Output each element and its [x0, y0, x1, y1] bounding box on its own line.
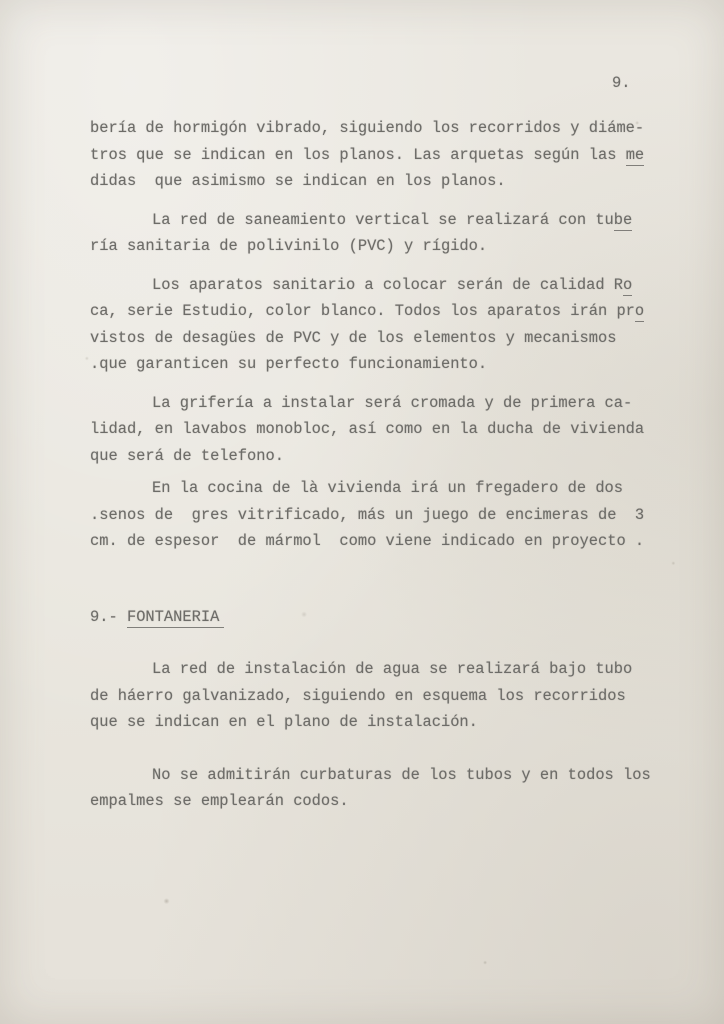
text-line	[90, 709, 666, 736]
paragraph	[90, 475, 666, 555]
text-segment: ca, serie Estudio, color blanco. Todos los aparatos irán pr	[90, 302, 635, 320]
underlined-text: o	[623, 275, 633, 294]
underlined-text: FONTANERIA	[127, 608, 224, 628]
text-segment: que será de telefono.	[90, 446, 284, 465]
document-body	[90, 115, 666, 827]
underlined-text: me	[625, 145, 645, 164]
text-line	[90, 502, 666, 529]
text-line	[90, 528, 666, 555]
text-line	[90, 416, 666, 443]
text-line	[90, 298, 666, 325]
text-segment: La grifería a instalar será cromada y de primera ca-	[152, 393, 633, 412]
text-segment: 9.-	[90, 607, 127, 626]
text-line	[90, 656, 666, 683]
paragraph	[90, 272, 666, 378]
text-line	[90, 115, 666, 142]
text-segment: lidad, en lavabos monobloc, así como en la ducha de vivienda	[90, 420, 645, 438]
text-line	[90, 788, 666, 815]
text-line	[90, 762, 666, 789]
text-line	[90, 443, 666, 470]
text-segment: .que garanticen su perfecto funcionamiento.	[90, 355, 488, 373]
paragraph	[90, 115, 666, 195]
paragraph	[90, 390, 666, 470]
text-segment: bería de hormigón vibrado, siguiendo los recorridos y diáme-	[90, 119, 645, 137]
section-heading-line	[90, 604, 666, 631]
text-segment: que se indican en el plano de instalación.	[90, 713, 478, 731]
paragraph	[90, 762, 666, 815]
text-line	[90, 142, 666, 169]
text-segment: Los aparatos sanitario a colocar serán de calidad R	[152, 275, 624, 294]
text-segment: didas que asimismo se indican en los planos.	[90, 172, 506, 190]
text-segment: empalmes se emplearán codos.	[90, 792, 349, 810]
text-segment: La red de saneamiento vertical se realizará con tu	[152, 210, 614, 229]
text-segment: .senos de gres vitrificado, más un juego de encimeras de 3	[90, 505, 645, 524]
underlined-text: o	[634, 302, 645, 320]
text-segment: tros que se indican en los planos. Las arquetas según las	[90, 145, 626, 164]
text-segment: La red de instalación de agua se realizará bajo tubo	[152, 660, 633, 678]
text-segment: No se admitirán curbaturas de los tubos y en todos los	[152, 765, 651, 784]
text-segment: de háerro galvanizado, siguiendo en esquema los recorridos	[90, 686, 626, 705]
text-line	[90, 207, 666, 234]
text-line	[90, 351, 666, 378]
paragraph	[90, 656, 666, 736]
underlined-text: be	[613, 210, 633, 229]
text-line	[90, 390, 666, 417]
text-segment: En la cocina de là vivienda irá un fregadero de dos	[152, 479, 624, 497]
text-segment: vistos de desagües de PVC y de los elementos y mecanismos	[90, 328, 617, 347]
section-heading	[90, 604, 666, 631]
text-segment: ría sanitaria de polivinilo (PVC) y rígido.	[90, 237, 488, 255]
paragraph	[90, 207, 666, 260]
text-line	[90, 325, 666, 352]
text-line	[90, 233, 666, 260]
text-line	[90, 475, 666, 502]
text-line	[90, 168, 666, 195]
page-number: 9.	[612, 74, 631, 92]
text-line	[90, 272, 666, 299]
text-segment: cm. de espesor de mármol como viene indicado en proyecto .	[90, 532, 645, 550]
text-line	[90, 683, 666, 710]
